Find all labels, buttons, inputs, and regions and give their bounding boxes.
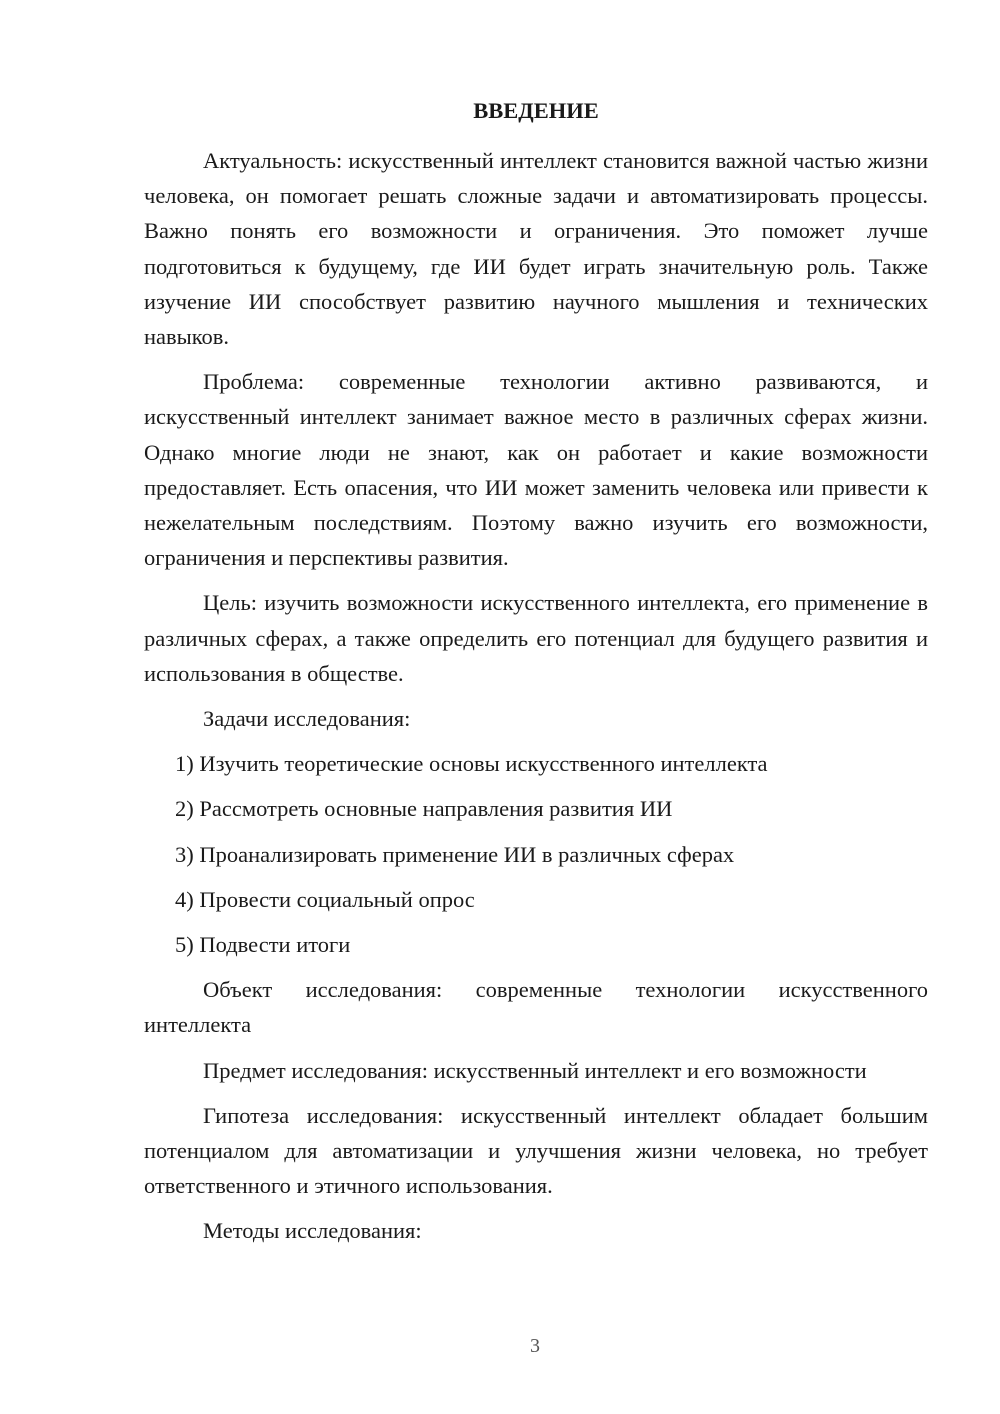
object-paragraph: Объект исследования: современные технологии искусственного интеллекта: [144, 977, 928, 1038]
problem-paragraph: Проблема: современные технологии активно развиваются, и искусственный интеллект занимает важное место в различных сферах жизни. Однако многие люди не знают, как он работает и какие возможности предоставляет. Есть опасения, что ИИ может заменить человека или привести к нежелательным последствиям. Поэтому важно изучить его возможности, ограничения и перспективы развития.: [144, 369, 928, 571]
list-item: 5) Подвести итоги: [175, 932, 351, 958]
page-number: 3: [530, 1335, 540, 1357]
page-title: ВВЕДЕНИЕ: [473, 98, 599, 123]
list-item: 1) Изучить теоретические основы искусственного интеллекта: [175, 751, 768, 777]
tasks-list: [144, 746, 928, 962]
tasks-heading: Задачи исследования:: [203, 706, 411, 732]
list-item: 2) Рассмотреть основные направления развития ИИ: [175, 796, 673, 822]
relevance-paragraph: Актуальность: искусственный интеллект становится важной частью жизни человека, он помогает решать сложные задачи и автоматизировать процессы. Важно понять его возможности и ограничения. Это поможет лучше подготовиться к будущему, где ИИ будет играть значительную роль. Также изучение ИИ способствует развитию научного мышления и технических навыков.: [144, 148, 928, 350]
document-body: [144, 143, 928, 1259]
list-item: 4) Провести социальный опрос: [175, 886, 475, 912]
goal-paragraph: Цель: изучить возможности искусственного интеллекта, его применение в различных сферах, а также определить его потенциал для будущего развития и использования в обществе.: [144, 590, 928, 686]
subject-paragraph: Предмет исследования: искусственный интеллект и его возможности: [203, 1057, 867, 1083]
methods-heading: Методы исследования:: [203, 1218, 422, 1244]
hypothesis-paragraph: Гипотеза исследования: искусственный интеллект обладает большим потенциалом для автоматизации и улучшения жизни человека, но требует ответственного и этичного использования.: [144, 1102, 928, 1199]
list-item: 3) Проанализировать применение ИИ в различных сферах: [175, 841, 735, 867]
